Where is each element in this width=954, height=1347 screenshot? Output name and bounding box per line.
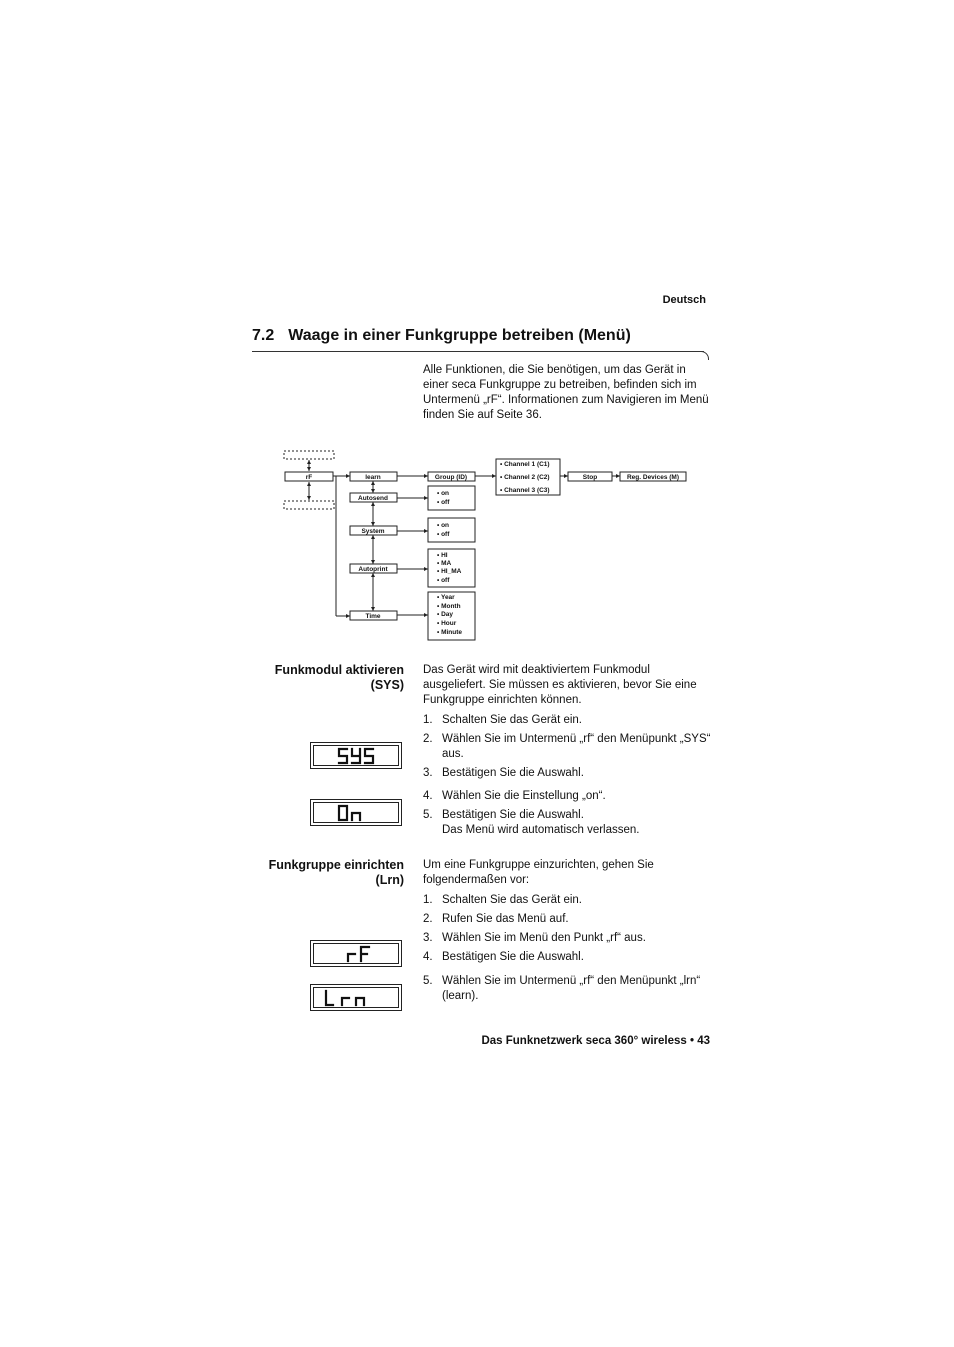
diagram-system-option: • on	[437, 522, 450, 529]
step-text: Bestätigen Sie die Auswahl.	[442, 951, 584, 963]
section-number: 7.2	[252, 327, 275, 344]
list-item	[423, 950, 713, 965]
intro-paragraph: Alle Funktionen, die Sie benötigen, um das Gerät in einer seca Funkgruppe zu betreiben, befinden sich im Untermenü „rF“. Informationen zum Navigieren im Menü finden Sie auf Seite 36.	[423, 364, 709, 421]
diagram-channel-1: • Channel 1 (C1)	[500, 461, 550, 468]
diagram-learn-label: learn	[365, 474, 381, 481]
sys-intro: Das Gerät wird mit deaktiviertem Funkmodul ausgeliefert. Sie müssen es aktivieren, bevor Sie eine Funkgruppe einrichten können.	[423, 664, 697, 706]
step-text: Schalten Sie das Gerät ein.	[442, 894, 582, 906]
section-heading	[252, 327, 631, 345]
menu-diagram	[280, 445, 700, 645]
dashed-box-top	[284, 451, 334, 459]
diagram-autosend-option: • off	[437, 499, 450, 506]
display-on	[310, 799, 402, 826]
diagram-stop-label: Stop	[582, 474, 598, 481]
diagram-time-option: • Year	[437, 594, 455, 601]
diagram-rf-label: rF	[305, 474, 313, 481]
system-options-box	[428, 518, 475, 542]
diagram-autoprint-option: • HI	[437, 552, 448, 559]
step-text: Rufen Sie das Menü auf.	[442, 913, 569, 925]
step-number: 1.	[423, 894, 433, 906]
list-item	[423, 974, 713, 1004]
diagram-time-option: • Minute	[437, 629, 463, 636]
step-number: 5.	[423, 975, 433, 987]
step-text: Bestätigen Sie die Auswahl.	[442, 809, 584, 821]
list-item	[423, 893, 713, 908]
diagram-autoprint-option: • off	[437, 577, 450, 584]
step-text: Schalten Sie das Gerät ein.	[442, 714, 582, 726]
step-number: 4.	[423, 951, 433, 963]
heading-rule-corner	[700, 351, 709, 360]
diagram-autosend-option: • on	[437, 490, 450, 497]
list-item	[423, 808, 713, 823]
sys-heading	[244, 663, 404, 693]
display-sys	[310, 742, 402, 769]
diagram-autoprint-label: Autoprint	[358, 566, 388, 573]
list-item	[423, 931, 713, 946]
step-text: Wählen Sie im Untermenü „rf“ den Menüpunkt „lrn“ (learn).	[442, 975, 701, 1002]
lrn-intro: Um eine Funkgruppe einzurichten, gehen Sie folgendermaßen vor:	[423, 859, 654, 886]
step-number: 3.	[423, 932, 433, 944]
list-item	[423, 713, 713, 728]
page-footer: Das Funknetzwerk seca 360° wireless • 43	[481, 1035, 710, 1047]
diagram-group-label: Group (ID)	[434, 474, 468, 481]
list-item	[423, 766, 713, 781]
diagram-time-option: • Hour	[437, 620, 457, 627]
step-text: Wählen Sie die Einstellung „on“.	[442, 790, 606, 802]
display-rf	[310, 940, 402, 967]
diagram-time-option: • Month	[437, 603, 461, 610]
heading-rule	[252, 351, 704, 352]
sys-heading-line1: Funkmodul aktivieren	[274, 663, 404, 677]
sys-steps-b	[423, 789, 713, 823]
step-text: Wählen Sie im Untermenü „rf“ den Menüpunkt „SYS“ aus.	[442, 733, 711, 760]
list-item	[423, 732, 713, 762]
step-text: Wählen Sie im Menü den Punkt „rf“ aus.	[442, 932, 646, 944]
display-rf-icon	[345, 945, 375, 964]
lrn-heading	[244, 858, 404, 888]
display-on-icon	[337, 804, 377, 823]
diagram-system-label: System	[361, 528, 385, 535]
diagram-autoprint-option: • MA	[437, 560, 452, 567]
diagram-reg-devices-label: Reg. Devices (M)	[626, 474, 680, 481]
section-title: Waage in einer Funkgruppe betreiben (Menü)	[288, 327, 631, 344]
language-label: Deutsch	[662, 294, 706, 306]
autosend-options-box	[428, 486, 475, 510]
diagram-autoprint-option: • HI_MA	[437, 568, 462, 575]
sys-note: Das Menü wird automatisch verlassen.	[442, 824, 640, 836]
step-number: 2.	[423, 913, 433, 925]
step-number: 4.	[423, 790, 433, 802]
sys-steps-a	[423, 713, 713, 781]
lrn-steps-b	[423, 974, 713, 1004]
step-number: 5.	[423, 809, 433, 821]
lrn-steps-a	[423, 893, 713, 965]
diagram-time-label: Time	[365, 613, 381, 620]
list-item	[423, 789, 713, 804]
dashed-box-bottom	[284, 501, 334, 509]
diagram-channel-3: • Channel 3 (C3)	[500, 487, 550, 494]
diagram-system-option: • off	[437, 531, 450, 538]
diagram-autosend-label: Autosend	[358, 495, 388, 502]
display-sys-icon	[337, 747, 377, 766]
display-lrn-icon	[323, 989, 375, 1008]
step-number: 1.	[423, 714, 433, 726]
step-number: 3.	[423, 767, 433, 779]
diagram-time-option: • Day	[437, 611, 454, 618]
lrn-heading-line2: (Lrn)	[375, 873, 404, 887]
list-item	[423, 912, 713, 927]
diagram-channel-2: • Channel 2 (C2)	[500, 474, 550, 481]
step-number: 2.	[423, 733, 433, 745]
sys-heading-line2: (SYS)	[370, 678, 404, 692]
step-text: Bestätigen Sie die Auswahl.	[442, 767, 584, 779]
lrn-heading-line1: Funkgruppe einrichten	[268, 858, 404, 872]
display-lrn	[310, 984, 402, 1011]
